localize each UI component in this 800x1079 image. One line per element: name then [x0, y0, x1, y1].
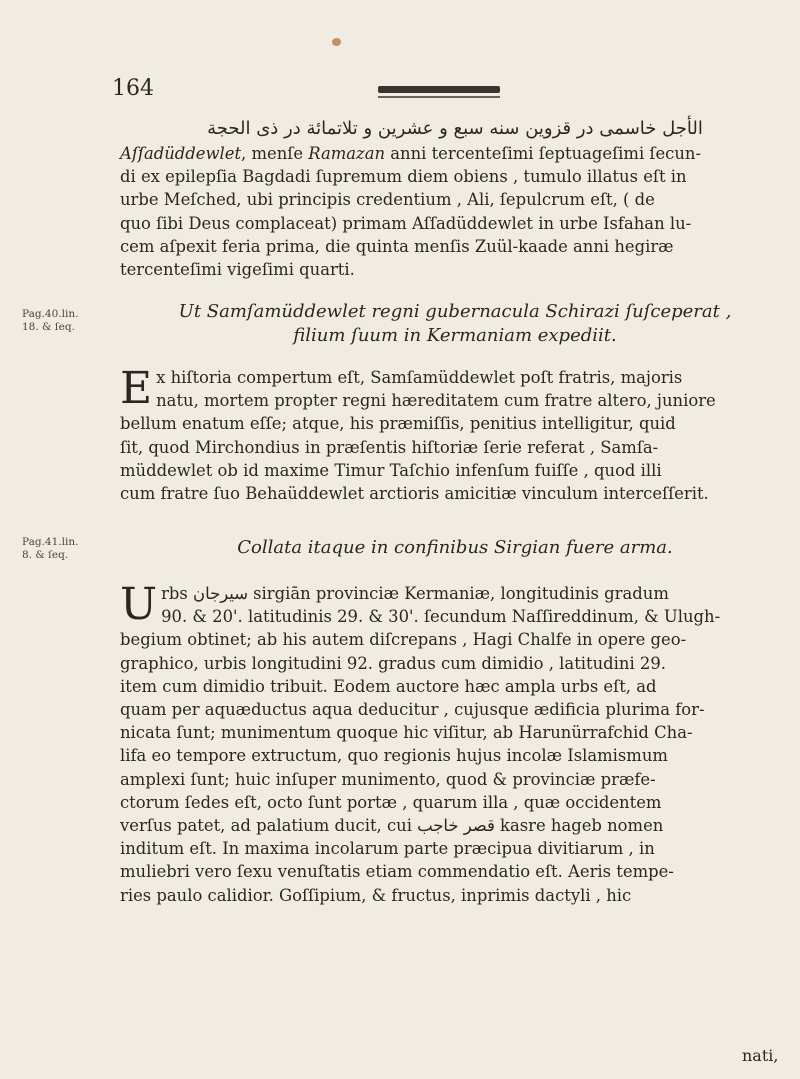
heading-line: Ut Samſamüddewlet regni gubernacula Schirazi ſuſceperat ,	[178, 301, 732, 322]
heading-2	[120, 536, 790, 560]
text-segment: anni tercenteſimi ſeptuageſimi ſecun-	[385, 144, 701, 163]
heading-1	[120, 300, 790, 348]
paragraph-line: di ex epilepſia Bagdadi ſupremum diem obiens , tumulo illatus eſt in	[120, 167, 687, 187]
paragraph-line: rbs سيرجان sirgiān provinciæ Kermaniæ, longitudinis gradum	[161, 584, 669, 603]
paragraph-1	[120, 142, 790, 281]
paragraph-line: cum fratre ſuo Behaüddewlet arctioris amicitiæ vinculum interceſſerit.	[120, 484, 709, 504]
arabic-title-block	[120, 116, 790, 142]
text-segment: Ramazan	[308, 144, 386, 163]
arabic-title: الأجل خاسمى در قزوين سنه سبع و عشرين و تلاتمائة در ذى الحجة	[207, 118, 703, 139]
margin-note-line: Pag.41.lin.	[22, 536, 79, 548]
paragraph-line: quam per aquæductus aqua deducitur , cujusque ædificia plurima for-	[120, 700, 705, 720]
paragraph-line: quo ſibi Deus complaceat) primam Aſſadüddewlet in urbe Isfahan lu-	[120, 213, 692, 233]
paragraph-line: graphico, urbis longitudini 92. gradus cum dimidio , latitudini 29.	[120, 653, 666, 673]
margin-note-line: 18. & ſeq.	[22, 321, 75, 333]
paragraph-line	[120, 142, 790, 165]
paragraph-line: muliebri vero ſexu venuſtatis etiam commendatio eſt. Aeris tempe-	[120, 862, 674, 882]
paragraph-line: lifa eo tempore extructum, quo regionis hujus incolæ Islamismum	[120, 746, 668, 766]
paragraph-line: begium obtinet; ab his autem diſcrepans , Hagi Chalfe in opere geo-	[120, 630, 687, 650]
drop-cap: E	[120, 363, 153, 414]
text-segment: Aſſadüddewlet	[120, 144, 242, 163]
paragraph-line: natu, mortem propter regni hæreditatem cum fratre altero, juniore	[156, 391, 716, 411]
paragraph-line: ſit, quod Mirchondius in præſentis hiſtoriæ ſerie referat , Samſa-	[120, 437, 659, 457]
ink-stain	[332, 38, 341, 46]
paragraph-3	[120, 579, 790, 907]
catchword: nati,	[742, 1046, 779, 1065]
paragraph-line: item cum dimidio tribuit. Eodem auctore hæc ampla urbs eſt, ad	[120, 676, 657, 696]
paragraph-line: urbe Meſched, ubi principis credentium , Ali, ſepulcrum eſt, ( de	[120, 190, 655, 210]
margin-note-1	[22, 308, 78, 334]
paragraph-line: amplexi ſunt; huic inſuper munimento, quod & provinciæ præfe-	[120, 769, 656, 789]
paragraph-line: bellum enatum eſſe; atque, his præmiſſis, penitius intelligitur, quid	[120, 414, 676, 434]
paragraph-line: ctorum ſedes eſt, octo ſunt portæ , quarum illa , quæ occidentem	[120, 792, 662, 812]
paragraph-line: verſus patet, ad palatium ducit, cui قصر خاجب kasre hageb nomen	[120, 816, 664, 836]
paragraph-line: cem aſpexit feria prima, die quinta menſis Zuül-kaade anni hegiræ	[120, 236, 674, 256]
page-number: 164	[112, 76, 154, 101]
header-rule	[378, 96, 500, 98]
paragraph-line: müddewlet ob id maxime Timur Taſchio infenſum fuiſſe , quod illi	[120, 460, 662, 480]
paragraph-line: nicata ſunt; munimentum quoque hic viſitur, ab Harunürrafchid Cha-	[120, 723, 693, 743]
paragraph-2	[120, 363, 790, 505]
header-ornament	[378, 86, 500, 93]
drop-cap: U	[120, 579, 158, 630]
paragraph-line: x hiſtoria compertum eſt, Samſamüddewlet poſt fratris, majoris	[156, 368, 683, 387]
heading-line: filium ſuum in Kermaniam expediit.	[293, 325, 617, 346]
text-segment: , menſe	[241, 144, 309, 163]
margin-note-line: 8. & ſeq.	[22, 549, 69, 561]
paragraph-line: tercenteſimi vigeſimi quarti.	[120, 260, 355, 280]
margin-note-line: Pag.40.lin.	[22, 308, 79, 320]
paragraph-line: ries paulo calidior. Goſſipium, & fructus, inprimis dactyli , hic	[120, 885, 632, 905]
paragraph-line: inditum eſt. In maxima incolarum parte præcipua divitiarum , in	[120, 839, 655, 859]
heading-line: Collata itaque in confinibus Sirgian fuere arma.	[237, 537, 673, 558]
paragraph-line: 90. & 20'. latitudinis 29. & 30'. ſecundum Naſſireddinum, & Ulugh-	[161, 607, 721, 627]
margin-note-2	[22, 536, 78, 562]
